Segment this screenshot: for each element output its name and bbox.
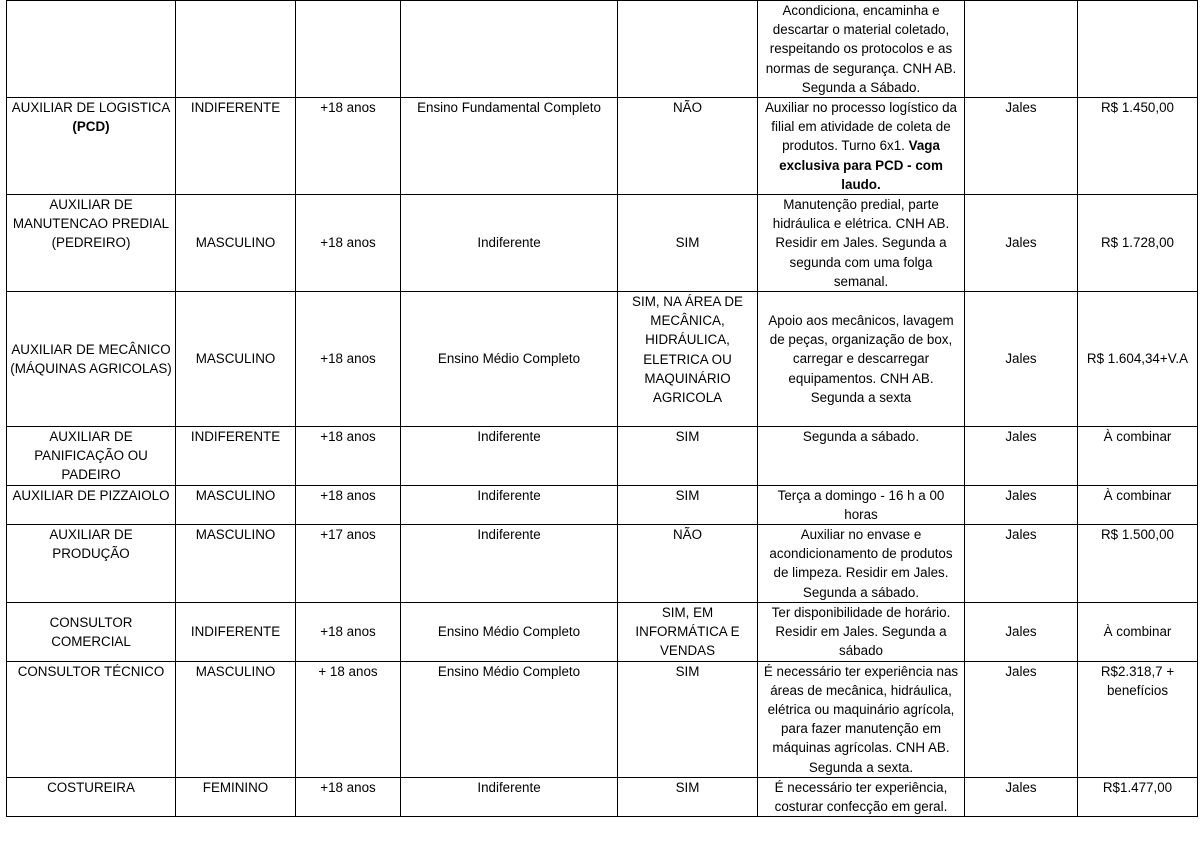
table-row bbox=[7, 777, 1198, 816]
idade-cell: +18 anos bbox=[296, 427, 401, 486]
cidade-cell: Jales bbox=[965, 525, 1078, 603]
salario-cell: R$ 1.604,34+V.A bbox=[1078, 292, 1198, 427]
salario-cell: À combinar bbox=[1078, 603, 1198, 662]
descricao-cell: Auxiliar no envase e acondicionamento de produtos de limpeza. Residir em Jales. Segunda a sábado. bbox=[758, 525, 965, 603]
escolaridade-cell: Indiferente bbox=[401, 195, 618, 292]
descricao-cell: Terça a domingo - 16 h a 00 horas bbox=[758, 485, 965, 524]
escolaridade-cell: Indiferente bbox=[401, 485, 618, 524]
table-row bbox=[7, 603, 1198, 662]
experiencia-cell: SIM bbox=[618, 485, 758, 524]
idade-cell: + 18 anos bbox=[296, 661, 401, 777]
salario-cell: R$ 1.500,00 bbox=[1078, 525, 1198, 603]
escolaridade-cell: Indiferente bbox=[401, 427, 618, 486]
idade-cell: +18 anos bbox=[296, 292, 401, 427]
escolaridade-cell: Indiferente bbox=[401, 525, 618, 603]
escolaridade-cell: Ensino Médio Completo bbox=[401, 603, 618, 662]
cargo-cell: AUXILIAR DE PANIFICAÇÃO OU PADEIRO bbox=[7, 427, 176, 486]
table-row bbox=[7, 195, 1198, 292]
cidade-cell: Jales bbox=[965, 195, 1078, 292]
experiencia-cell: SIM bbox=[618, 195, 758, 292]
descricao-cell: Acondiciona, encaminha e descartar o material coletado, respeitando os protocolos e as normas de segurança. CNH AB. Segunda a Sábado. bbox=[758, 1, 965, 98]
cidade-cell: Jales bbox=[965, 777, 1078, 816]
escolaridade-cell: Ensino Médio Completo bbox=[401, 292, 618, 427]
salario-cell: R$2.318,7 + benefícios bbox=[1078, 661, 1198, 777]
cargo-cell: AUXILIAR DE MANUTENCAO PREDIAL (PEDREIRO) bbox=[7, 195, 176, 292]
cargo-cell bbox=[7, 98, 176, 195]
cargo-pcd-text: (PCD) bbox=[72, 119, 110, 135]
experiencia-cell: SIM bbox=[618, 427, 758, 486]
table-row bbox=[7, 427, 1198, 486]
escolaridade-cell: Ensino Médio Completo bbox=[401, 661, 618, 777]
salario-cell: À combinar bbox=[1078, 427, 1198, 486]
idade-cell: +18 anos bbox=[296, 485, 401, 524]
cargo-cell: CONSULTOR TÉCNICO bbox=[7, 661, 176, 777]
experiencia-cell bbox=[618, 1, 758, 98]
experiencia-cell: NÃO bbox=[618, 525, 758, 603]
table-row bbox=[7, 525, 1198, 603]
cidade-cell bbox=[965, 1, 1078, 98]
cargo-cell: AUXILIAR DE MECÂNICO (MÁQUINAS AGRICOLAS) bbox=[7, 292, 176, 427]
sexo-cell: INDIFERENTE bbox=[176, 98, 296, 195]
cidade-cell: Jales bbox=[965, 292, 1078, 427]
cargo-cell: AUXILIAR DE PIZZAIOLO bbox=[7, 485, 176, 524]
escolaridade-cell: Ensino Fundamental Completo bbox=[401, 98, 618, 195]
experiencia-cell: SIM, EM INFORMÁTICA E VENDAS bbox=[618, 603, 758, 662]
cidade-cell: Jales bbox=[965, 485, 1078, 524]
table-row bbox=[7, 292, 1198, 427]
descricao-cell: É necessário ter experiência, costurar confecção em geral. bbox=[758, 777, 965, 816]
idade-cell: +18 anos bbox=[296, 777, 401, 816]
salario-cell: À combinar bbox=[1078, 485, 1198, 524]
sexo-cell: MASCULINO bbox=[176, 485, 296, 524]
sexo-cell: MASCULINO bbox=[176, 195, 296, 292]
descricao-cell: É necessário ter experiência nas áreas de mecânica, hidráulica, elétrica ou maquinário agrícola, para fazer manutenção em máquinas agrícolas. CNH AB. Segunda a sexta. bbox=[758, 661, 965, 777]
job-listings-table bbox=[6, 0, 1198, 817]
salario-cell: R$ 1.728,00 bbox=[1078, 195, 1198, 292]
descricao-cell: Segunda a sábado. bbox=[758, 427, 965, 486]
cargo-cell: CONSULTOR COMERCIAL bbox=[7, 603, 176, 662]
idade-cell bbox=[296, 1, 401, 98]
experiencia-cell: SIM bbox=[618, 777, 758, 816]
table-row bbox=[7, 485, 1198, 524]
sexo-cell: MASCULINO bbox=[176, 292, 296, 427]
cidade-cell: Jales bbox=[965, 603, 1078, 662]
idade-cell: +17 anos bbox=[296, 525, 401, 603]
escolaridade-cell: Indiferente bbox=[401, 777, 618, 816]
sexo-cell: INDIFERENTE bbox=[176, 427, 296, 486]
experiencia-cell: SIM bbox=[618, 661, 758, 777]
sexo-cell: INDIFERENTE bbox=[176, 603, 296, 662]
table-row bbox=[7, 661, 1198, 777]
cargo-cell: COSTUREIRA bbox=[7, 777, 176, 816]
idade-cell: +18 anos bbox=[296, 603, 401, 662]
sexo-cell bbox=[176, 1, 296, 98]
descricao-cell: Manutenção predial, parte hidráulica e elétrica. CNH AB. Residir em Jales. Segunda a segunda com uma folga semanal. bbox=[758, 195, 965, 292]
table-row bbox=[7, 1, 1198, 98]
descricao-pcd-text: Vaga exclusiva para PCD - com laudo. bbox=[779, 138, 943, 192]
experiencia-cell: NÃO bbox=[618, 98, 758, 195]
cidade-cell: Jales bbox=[965, 661, 1078, 777]
salario-cell bbox=[1078, 1, 1198, 98]
escolaridade-cell bbox=[401, 1, 618, 98]
descricao-cell: Apoio aos mecânicos, lavagem de peças, organização de box, carregar e descarregar equipamentos. CNH AB. Segunda a sexta bbox=[758, 292, 965, 427]
salario-cell: R$ 1.450,00 bbox=[1078, 98, 1198, 195]
cidade-cell: Jales bbox=[965, 98, 1078, 195]
table-row bbox=[7, 98, 1198, 195]
cargo-cell bbox=[7, 1, 176, 98]
salario-cell: R$1.477,00 bbox=[1078, 777, 1198, 816]
sexo-cell: MASCULINO bbox=[176, 661, 296, 777]
sexo-cell: FEMININO bbox=[176, 777, 296, 816]
experiencia-cell: SIM, NA ÁREA DE MECÂNICA, HIDRÁULICA, ELETRICA OU MAQUINÁRIO AGRICOLA bbox=[618, 292, 758, 427]
descricao-cell bbox=[758, 98, 965, 195]
idade-cell: +18 anos bbox=[296, 195, 401, 292]
cargo-text: AUXILIAR DE LOGISTICA bbox=[11, 100, 171, 116]
idade-cell: +18 anos bbox=[296, 98, 401, 195]
descricao-text: Auxiliar no processo logístico da filial em atividade de coleta de produtos. Turno 6x1. bbox=[764, 100, 958, 154]
sexo-cell: MASCULINO bbox=[176, 525, 296, 603]
cidade-cell: Jales bbox=[965, 427, 1078, 486]
descricao-cell: Ter disponibilidade de horário. Residir em Jales. Segunda a sábado bbox=[758, 603, 965, 662]
cargo-cell: AUXILIAR DE PRODUÇÃO bbox=[7, 525, 176, 603]
